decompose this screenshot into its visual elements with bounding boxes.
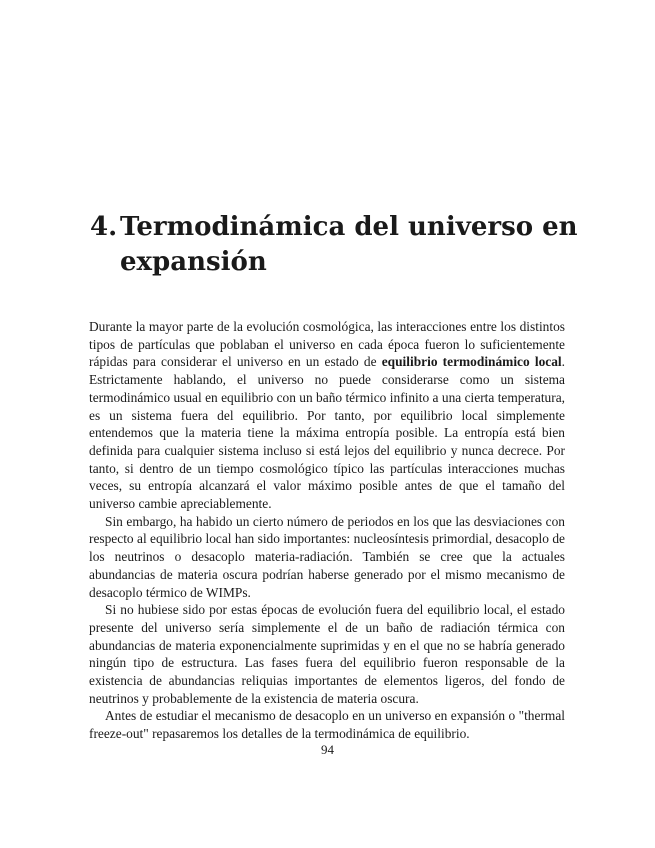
chapter-heading [90,210,590,280]
body-text [89,318,565,743]
paragraph-4: Antes de estudiar el mecanismo de desacoplo en un universo en expansión o "thermal freeze-out" repasaremos los detalles de la termodinámica de equilibrio. [89,708,565,742]
bold-term: equilibrio termodinámico local [381,354,562,370]
paragraph-3: Si no hubiese sido por estas épocas de evolución fuera del equilibrio local, el estado presente del universo sería simplemente el de un baño de radiación térmica con abundancias de materia exponencialmente suprimidas y en el que no se habría generado ningún tipo de estructura. Las fases fuera del equilibrio fueron responsable de la existencia de abundancias reliquias importantes de elementos ligeros, del fondo de neutrinos y probablemente de la existencia de materia oscura. [89,602,565,706]
paragraph-2: Sin embargo, ha habido un cierto número de periodos en los que las desviaciones con respecto al equilibrio local han sido importantes: nucleosíntesis primordial, desacoplo de los neutrinos o desacoplo materia-radiación. También se cree que la actuales abundancias de materia oscura podrían haberse generado por el mismo mecanismo de desacoplo térmico de WIMPs. [89,513,565,600]
paragraph-1-text-start: Durante la mayor parte de la evolución cosmológica, las interacciones entre los distintos tipos de partículas que poblaban el universo en cada época fueron lo suficientemente rápidas para considerar el universo en un estado de [89,319,565,370]
paragraph-1-text-end: . Estrictamente hablando, el universo no puede considerarse como un sistema termodinámico usual en equilibrio con un baño térmico infinito a una cierta temperatura, es un sistema fuera del equilibrio. Por tanto, por equilibrio local simplemente entendemos que la materia tiene la máxima entropía posible. La entropía está bien definida para cualquier sistema incluso si está lejos del equilibrio y nunca decrece. Por tanto, si dentro de un tiempo cosmológico típico las partículas interacciones muchas veces, su entropía alcanzará el valor máximo posible antes de que el tamaño del universo cambie apreciablemente. [89,354,566,512]
chapter-number: 4. [90,212,118,242]
paragraph-1 [89,318,565,513]
chapter-title: Termodinámica del universo en expansión [120,212,578,277]
page-number: 94 [321,742,334,757]
